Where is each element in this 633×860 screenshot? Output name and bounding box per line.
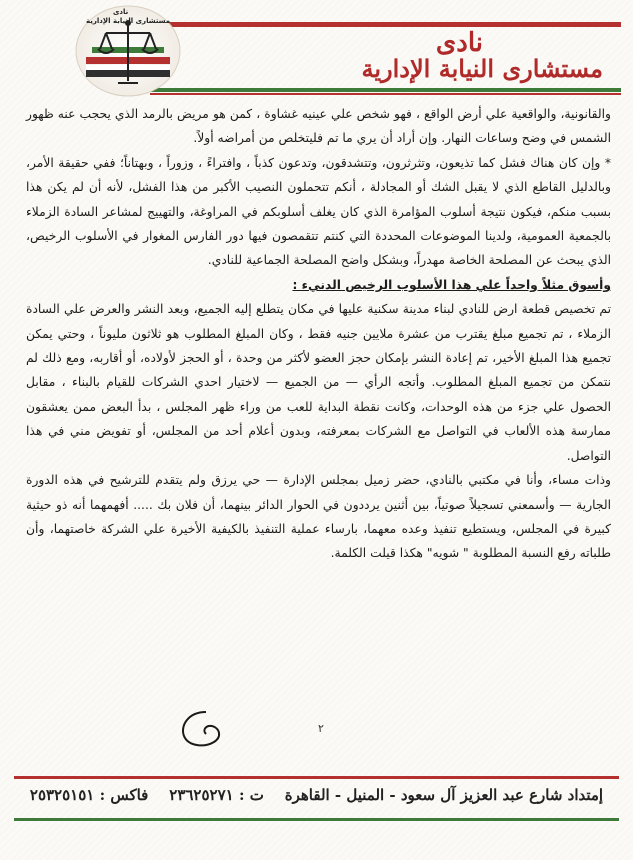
logo-text-bottom: مستشارى النيابة الإدارية [86, 17, 171, 25]
header-green-stripe [150, 88, 621, 92]
page-number: ٢ [318, 722, 324, 735]
logo-text-top: نادى [113, 8, 129, 16]
letter-body [26, 102, 611, 566]
footer-address: إمتداد شارع عبد العزيز آل سعود - المنيل - القاهرة [284, 786, 604, 804]
footer-fax: فاكس : ٢٥٣٢٥١٥١ [29, 786, 149, 804]
paragraph: والقانونية، والواقعية علي أرض الواقع ، فهو شخص علي عينيه غشاوة ، كمن هو مريض بالرمد الذي يحجب عنه ظهور الشمس في وضح وساعات النهار. وإن أراد أن يري ما تم فليتخلص من أمراضه أولاً. [26, 107, 611, 146]
paragraph: تم تخصيص قطعة ارض للنادي لبناء مدينة سكنية عليها في مكان يتطلع إليه الجميع، وبعد النشر والعرض علي السادة الزملاء ، تم تجميع مبلغ يقترب من عشرة ملايين جنيه فقط ، وكان المبلغ المطلوب هو ثلاثون مليوناً ، وحتي يمكن تجميع هذا المبلغ الأخير، تم إعادة النشر بإمكان حجز العضو لأكثر من وحدة ، أو الحجز لأولاده، أو أقاربه، ومع ذلك لم نتمكن من تجميع المبلغ المطلوب. وأتجه الرأي — من الجميع — لاختيار احدي الشركات للقيام بالبناء ، مقابل الحصول علي جزء من هذه الوحدات، وكانت نقطة البداية للعب من وراء ظهر المجلس ، بدأ البعض ممن يعشقون ممارسة هذه الألعاب في التواصل مع الشركات بمعرفته، وبدون أعلام أحد من المجلس، أو تفويض مني في هذا التواصل. [26, 302, 611, 463]
header-top-stripe [150, 22, 621, 27]
paragraph: * وإن كان هناك فشل كما تذيعون، وتثرثرون، وتتشدقون، وتدعون كذباً ، وافتراءً ، وزوراً ، وبهتاناً؛ ففي حقيقة الأمر، وبالدليل القاطع الذي لا يقبل الشك أو المجادلة ، أنكم تتحملون النصيب الأكبر من هذا الفشل، لأنه أن لم يكن هذا بسبب منكم، فيكون نتيجة أسلوب المؤامرة الذي كان يغلف أسلوبكم في المراوغة، والتهييج لمشاعر السادة الزملاء بالجمعية العمومية، ولدينا الموضوعات المحددة التي كنتم تتقمصون فيها دور الفارس المغوار في الأسلوب الرخيص، الذي يبحث عن المصلحة الخاصة مهدراً، وبشكل واضح المصلحة الجماعية للنادي. [26, 155, 611, 268]
footer-red-stripe [14, 776, 619, 779]
footer-green-stripe [14, 818, 619, 821]
header-red-stripe [150, 93, 621, 95]
footer-contact [18, 786, 615, 804]
paragraph: وذات مساء، وأنا في مكتبي بالنادي، حضر زميل بمجلس الإدارة — حي يرزق ولم يتقدم للترشيح في هذه الدورة الجارية — وأسمعني تسجيلاً صوتياً، بين أثنين يرددون في الحوار الدائر بينهما، أن فلان بك ..... أفهمهما أنه ذو حيثية كبيرة في المجلس، ويستطيع تنفيذ وعده معهما، بارساء عملية التنفيذ بالكيفية الأخيرة علي الشركة خاصتهما، وأن طلباته رفع النسبة المطلوبة " شويه" هكذا قيلت الكلمة. [26, 473, 611, 561]
signature [176, 706, 236, 752]
header-title-name: مستشارى النيابة الإدارية [361, 54, 603, 83]
footer-phone: ت : ٢٣٦٢٥٢٧١ [169, 786, 264, 804]
section-heading: وأسوق مثلاً واحداً علي هذا الأسلوب الرخيص الدنيء : [292, 277, 611, 292]
header-title-club: نادى [435, 28, 483, 58]
